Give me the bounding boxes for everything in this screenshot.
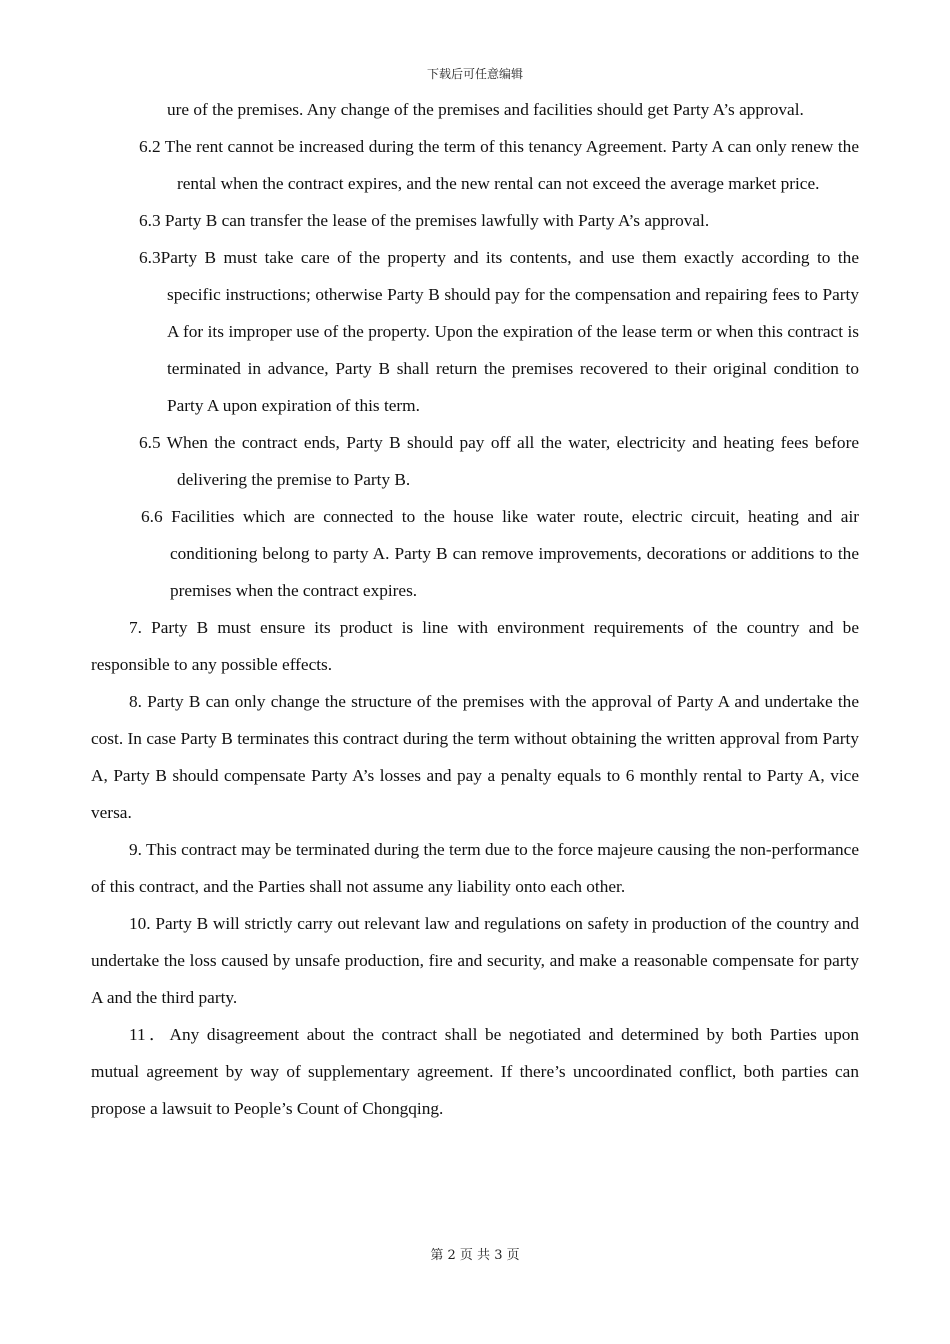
clause-11: 11．Any disagreement about the contract shall be negotiated and determined by both Parties upon mutual agreement by way of supplementary agreement. If there’s uncoordinated conflict, both parties can propose a lawsuit to People’s Count of Chongqing.	[91, 1025, 859, 1118]
paragraph-continuation: ure of the premises. Any change of the premises and facilities should get Party A’s approval.	[167, 100, 804, 119]
clause-9: 9. This contract may be terminated during the term due to the force majeure causing the non-performance of this contract, and the Parties shall not assume any liability onto each other.	[91, 840, 859, 896]
clause-8: 8. Party B can only change the structure of the premises with the approval of Party A and undertake the cost. In case Party B terminates this contract during the term without obtaining the written approval from Party A, Party B should compensate Party A’s losses and pay a penalty equals to 6 monthly rental to Party A, vice versa.	[91, 692, 859, 822]
page-footer: 第 2 页 共 3 页	[430, 1248, 520, 1263]
document-body	[91, 91, 859, 1127]
clause-7: 7. Party B must ensure its product is line with environment requirements of the country and be responsible to any possible effects.	[91, 618, 859, 674]
clause-6-6: 6.6 Facilities which are connected to the house like water route, electric circuit, heating and air conditioning belong to party A. Party B can remove improvements, decorations or additions to the premises when the contract expires.	[141, 507, 859, 600]
page-header: 下载后可任意编辑	[426, 67, 523, 81]
clause-6-3-care: 6.3Party B must take care of the property and its contents, and use them exactly according to the specific instructions; otherwise Party B should pay for the compensation and repairing fees to Party A for its improper use of the property. Upon the expiration of the lease term or when this contract is terminated in advance, Party B shall return the premises recovered to their original condition to Party A upon expiration of this term.	[139, 248, 859, 415]
clause-6-5: 6.5 When the contract ends, Party B should pay off all the water, electricity and heating fees before delivering the premise to Party B.	[139, 433, 859, 489]
clause-6-2: 6.2 The rent cannot be increased during the term of this tenancy Agreement. Party A can only renew the rental when the contract expires, and the new rental can not exceed the average market price.	[139, 137, 859, 193]
clause-6-3-transfer: 6.3 Party B can transfer the lease of the premises lawfully with Party A’s approval.	[139, 211, 710, 230]
clause-10: 10. Party B will strictly carry out relevant law and regulations on safety in production of the country and undertake the loss caused by unsafe production, fire and security, and make a reasonable compensate for party A and the third party.	[91, 914, 859, 1007]
